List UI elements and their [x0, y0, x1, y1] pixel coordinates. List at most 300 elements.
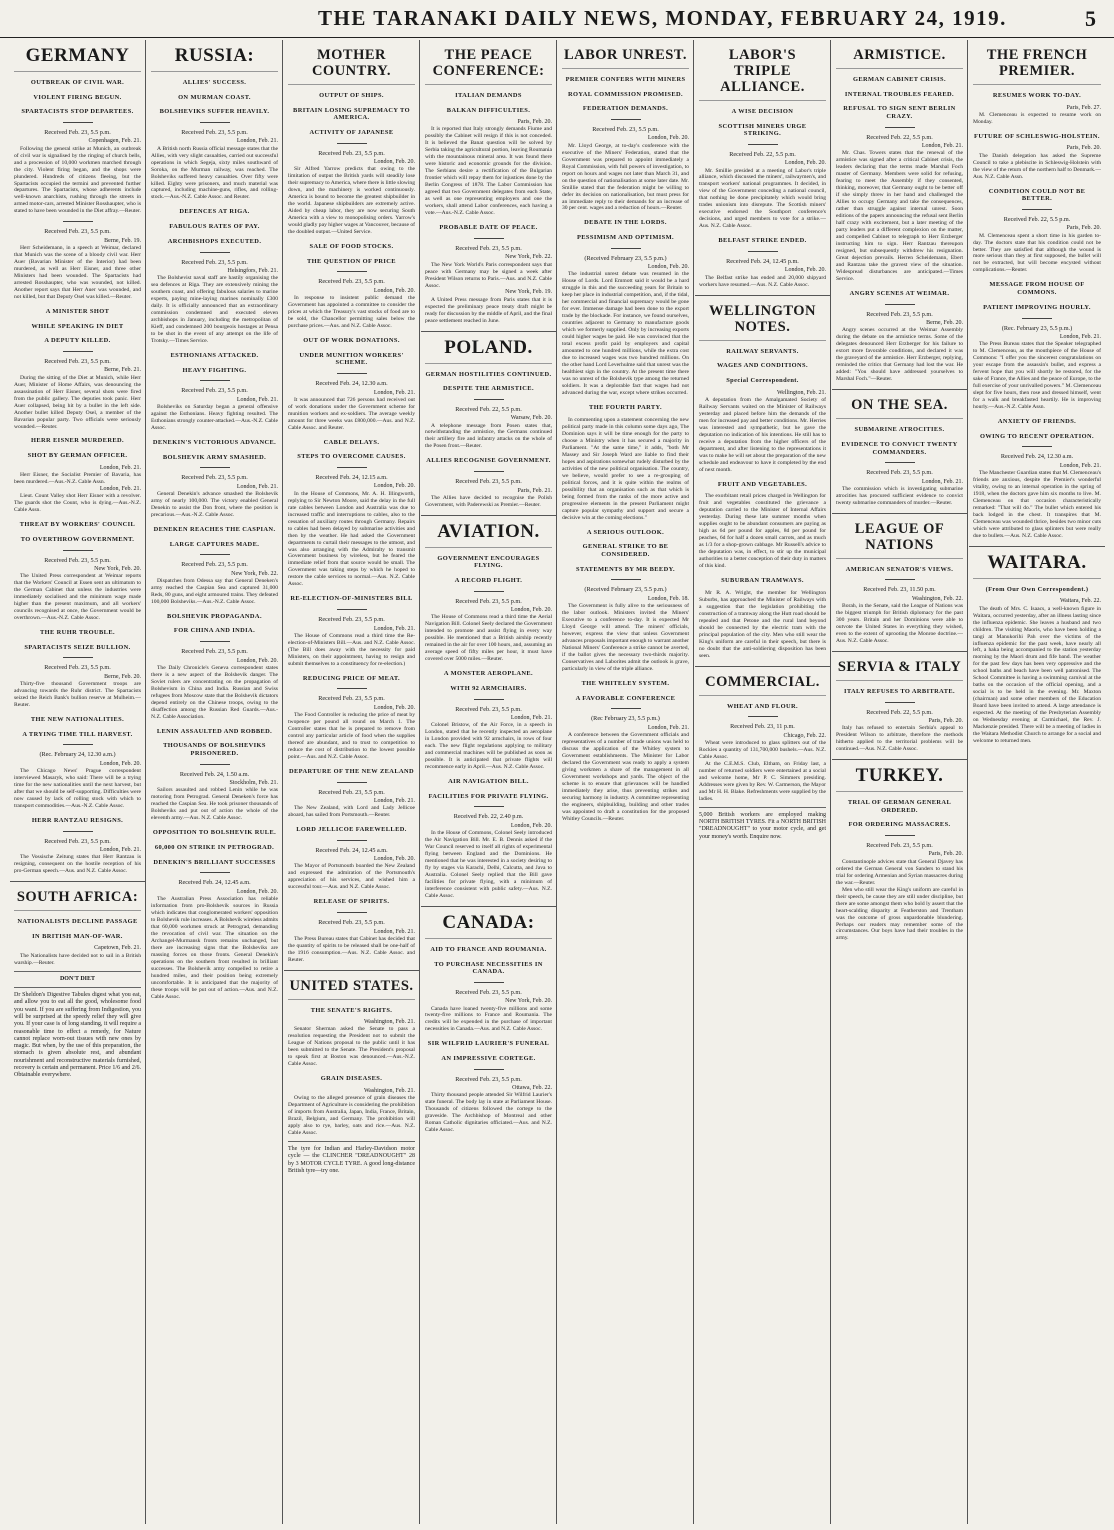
received-dateline: Received Feb. 23, 5.5 p.m. — [181, 387, 248, 395]
sub-headline: FOR ORDERING MASSACRES. — [848, 821, 951, 829]
article-paragraph: The Daily Chronicle's Geneva correspondent states there is a new aspect of the Bolshevik danger. The Soviet rulers are concentrating on the propagation of Bolshevism in China and India. Russian and Swiss refugees from Moscow state that the Bolshevik dictators depend entirely on the Chinese troops, owing to the disaffection among the Russian Red Guards.—Aus.-N.Z. Cable Association. — [151, 664, 278, 720]
short-rule — [200, 380, 230, 381]
article-paragraph: Canada have loaned twenty-five millions and some twenty-five millions to France and Roumania. The credits will be expended in the purchase of important necessities in Canada.—Aus. and N.Z. Cable Assoc. — [425, 1005, 552, 1033]
place-dateline: New York, Feb. 22. — [231, 570, 278, 577]
short-rule — [200, 252, 230, 253]
short-rule — [885, 579, 915, 580]
short-rule — [200, 872, 230, 873]
received-dateline: Received Feb. 24, 12.30 a.m. — [1000, 453, 1074, 461]
sub-headline: VIOLENT FIRING BEGUN. — [33, 93, 122, 101]
sub-headline: THOUSANDS OF BOLSHEVIKS PRISONERED. — [163, 742, 266, 758]
masthead — [0, 0, 1114, 38]
place-dateline: Helsingfors, Feb. 21. — [227, 267, 278, 274]
article-paragraph: The United Press correspondent at Weimar reports that the Workers' Council at Essen sent an ultimatum to the German Cabinet that unless the industries were immediately socialised and the minimum wage made higher than the present maximum, and all workers' councils recognised at once, the Government would be overthrown.—Aus.-N.Z. Cable Assoc. — [14, 573, 141, 622]
article-paragraph: A telephone message from Posen states that, notwithstanding the armistice, the Germans continued their artillery fire and infantry attacks on the whole of the Posen front.—Reuter. — [425, 422, 552, 450]
sub-headline: LENIN ASSAULTED AND ROBBED. — [156, 727, 273, 735]
received-dateline: Received Feb. 22, 5.5 p.m. — [729, 150, 796, 158]
advertisement: The tyre for Indian and Harley-Davidson motor cycle — the CLINCHER "DREADNOUGHT" 28 by 3 MOTOR CYCLE TYRE. A good long-distance British tyre—try one. — [288, 1141, 415, 1175]
sub-headline: NATIONALISTS DECLINE PASSAGE — [17, 918, 138, 926]
sub-headline: TRIAL OF GERMAN GENERAL ORDERED. — [847, 798, 952, 814]
article-paragraph: A United Press message from Paris states that it is expected the preliminary peace treaty draft might be ready for discussion by the middle of April, and the final peace settlement reached in June. — [425, 296, 552, 324]
place-dateline: Berne, Feb. 19. — [104, 237, 141, 244]
received-dateline: Received Feb. 23, 5.5 p.m. — [44, 228, 111, 236]
short-rule — [337, 840, 367, 841]
article-paragraph: The New York World's Paris correspondent says that peace with Germany may be signed a week after President Wilson returns to Paris.—Aus. and N.Z. Cable Assoc. — [425, 261, 552, 289]
sub-headline: GOVERNMENT ENCOURAGES FLYING. — [437, 554, 540, 570]
sub-headline: HERR EISNER MURDERED. — [30, 437, 125, 445]
sub-headline: SPARTACISTS STOP DEPARTEES. — [21, 108, 134, 116]
short-rule — [1022, 446, 1052, 447]
sub-headline: ARCHBISHOPS EXECUTED. — [167, 237, 262, 245]
sub-headline: SCOTTISH MINERS URGE STRIKING. — [718, 122, 807, 138]
short-rule — [63, 550, 93, 551]
article-paragraph: The House of Commons read a third time the Re-election-of-Ministers Bill.—Aus. and N.Z. Cable Assoc. (The Bill does away with the necessity for paid Ministers, on their appointment, having to resign and submit themselves to a constituency for re-election.) — [288, 632, 415, 667]
place-dateline: Paris, Feb. 20. — [928, 851, 963, 858]
article-paragraph: The Manchester Guardian states that M. Clemenceau's friends are anxious, despite the Premier's wonderful vitality, owing to an internal operation in the spring of 1918, when the doctors gave him six months to live. M. Clemenceau on that occasion characteristically remarked: "That will do." The bullet which entered his back lodged in the chest. It transpires that M. Clemenceau was wounded thrice, besides two minor cuts which were attributed to glass splinters but were really due to bullets.—Aus. N.Z. Cable Assoc. — [973, 469, 1102, 539]
article-paragraph: Dispatches from Odessa say that General Deneken's army reached the Caspian Sea and captured 31,000 Reds, 80 guns, and eight armoured trains. They defeated 100,000 Bolsheviks.—Aus.-N.Z. Cable Assoc. — [151, 577, 278, 605]
short-rule — [1022, 318, 1052, 319]
sub-headline: THE WHITELEY SYSTEM. — [581, 679, 670, 687]
short-rule — [63, 221, 93, 222]
short-rule — [611, 248, 641, 249]
short-rule — [337, 373, 367, 374]
section-headline: TURKEY. — [836, 760, 963, 792]
article-paragraph: The Press Bureau states that Cabinet has decided that the quantity of spirits to be released shall be one-half of the 1916 consumption.—Aus. N.Z. Cable Assoc. and Reuter. — [288, 935, 415, 963]
sub-headline: RAILWAY SERVANTS. — [726, 347, 799, 355]
place-dateline: London, Feb. 21. — [236, 138, 278, 145]
sub-headline: DENEKIN'S VICTORIOUS ADVANCE. — [152, 438, 277, 446]
received-dateline: (Received February 23, 5.5 p.m.) — [584, 254, 667, 262]
sub-headline: ITALY REFUSES TO ARBITRATE. — [843, 687, 956, 695]
sub-headline: FACILITIES FOR PRIVATE FLYING. — [428, 792, 549, 800]
sub-headline: ITALIAN DEMANDS — [455, 91, 522, 99]
sub-headline: BELFAST STRIKE ENDED. — [718, 237, 807, 245]
sub-headline: UNDER MUNITION WORKERS' SCHEME. — [299, 351, 404, 367]
short-rule — [337, 271, 367, 272]
short-rule — [63, 351, 93, 352]
sub-headline: AID TO FRANCE AND ROUMANIA. — [430, 945, 547, 953]
sub-headline: LORD JELLICOE FAREWELLED. — [296, 826, 407, 834]
article-paragraph: Senator Sherman asked the Senate to pass a resolution requesting the President not to submit the League of Nations proposal to the public until it has been submitted to the Senate. The President's proposal to speak first at Boston was denounced.—Aus.-N.Z. Cable Assoc. — [288, 1026, 415, 1068]
column-headline: GERMANY — [14, 40, 141, 72]
place-dateline: Paris, Feb. 20. — [1066, 225, 1101, 232]
received-dateline: Received Feb. 24, 12.45 a.m. — [315, 846, 388, 854]
place-dateline: New York, Feb. 20. — [94, 565, 141, 572]
place-dateline: London, Feb. 20. — [510, 822, 552, 829]
short-rule — [474, 399, 504, 400]
sub-headline: Special Correspondent. — [726, 376, 799, 384]
news-column — [10, 40, 146, 1524]
sub-headline: IN BRITISH MAN-OF-WAR. — [32, 932, 123, 940]
place-dateline: London, Feb. 20. — [373, 159, 415, 166]
sub-headline: OWING TO RECENT OPERATION. — [980, 432, 1094, 440]
sub-headline: ALLIES' SUCCESS. — [182, 78, 247, 86]
received-dateline: Received Feb. 23, 5.5 p.m. — [318, 278, 385, 286]
received-dateline: Received Feb. 23, 5.5 p.m. — [318, 149, 385, 157]
received-dateline: Received Feb. 23, 5.5 p.m. — [44, 664, 111, 672]
received-dateline: Received Feb. 23, 5.5 p.m. — [44, 556, 111, 564]
sub-headline: FABULOUS RATES OF PAY. — [169, 223, 260, 231]
short-rule — [63, 831, 93, 832]
sub-headline: SUBURBAN TRAMWAYS. — [721, 577, 804, 585]
short-rule — [611, 119, 641, 120]
article-columns — [10, 40, 1106, 1524]
place-dateline: London, Feb. 20. — [510, 607, 552, 614]
column-headline: LABOR'S TRIPLE ALLIANCE. — [699, 40, 826, 101]
article-paragraph: Angry scenes occurred at the Weimar Assembly during the debate on the armistice terms. Some of the delegates denounced Herr Erzberger for his failure to extort more favorable conditions, and declared it was the graveyard of the armistice. Herr Erzberger, replying, reminded the critics that Germany had lost the war. He added: "You should have addressed yourselves to Marshal Foch."—Reuter. — [836, 327, 963, 383]
article-paragraph: Mr. Chas. Towers states that the renewal of the armistice was signed after a critical Cabinet crisis, the leaders declaring that the terms made Marshal Foch master of Germany. Members were solid for refusing, fearing to meet the Assembly if they consented, thinking, moreover, that Germany ought to be better off if she simply threw in her hand and challenged the Allies to occupy Germany and take the consequences, rather than struggle against internal unrest. Soon editions of the papers announcing the refusal sent Berlin half crazy with excitement, but a later meeting of the party leaders put a different complexion on the matter, and compelled Cabinet to telegraph to Herr Erzberger instructing him to sign. Herr Rantzau thereupon resigned, but subsequently withdrew his resignation. Great dejection prevails. Herren Scheidemann, Ebert and Rantzau take the gravest view of the situation. Widespread disturbances are anticipated.—Times Service. — [836, 150, 963, 283]
section-headline: CANADA: — [425, 907, 552, 939]
received-dateline: Received Feb. 23, 5.5 p.m. — [44, 357, 111, 365]
received-dateline: Received Feb. 23, 5.5 p.m. — [455, 478, 522, 486]
news-column — [832, 40, 968, 1524]
place-dateline: London, Feb. 20. — [647, 264, 689, 271]
received-dateline: Received Feb. 22, 5.5 p.m. — [866, 133, 933, 141]
sub-headline: THE QUESTION OF PRICE — [307, 257, 396, 265]
sub-headline: THREAT BY WORKERS' COUNCIL — [19, 521, 136, 529]
news-column — [421, 40, 557, 1524]
place-dateline: New York, Feb. 20. — [505, 998, 552, 1005]
short-rule — [200, 122, 230, 123]
column-headline: RUSSIA: — [151, 40, 278, 72]
sub-headline: GERMAN HOSTILITIES CONTINUED. — [425, 370, 552, 378]
sub-headline: A MINISTER SHOT — [45, 307, 110, 315]
place-dateline: London, Feb. 21. — [373, 389, 415, 396]
sub-headline: DENEKIN'S BRILLIANT SUCCESSES — [153, 858, 276, 866]
received-dateline: Received Feb. 23, 5.5 p.m. — [866, 310, 933, 318]
article-paragraph: It is reported that Italy strongly demands Fiume and possibly the Cabinet will resign if this is not conceded. It is believed the Banat question will be solved by Serbia taking the agricultural portion, leaving Roumania with the mountainous mineral area. It was found there were historic and economic grounds for the division. The Serbians desire a rectification of the Bulgarian frontier which will repay them for injustices done by the Berlin Congress of 1878. The Labor Commission has agreed that two Government delegates from each State, as well as one representing employers and one the workers, shall attend Labor conferences, each having a vote.—Aus.-N.Z. Cable Assoc. — [425, 126, 552, 217]
news-column — [284, 40, 420, 1524]
short-rule — [885, 304, 915, 305]
received-dateline: Received Feb. 23, 5.5 p.m. — [592, 126, 659, 133]
place-dateline: London, Feb. 20. — [373, 287, 415, 294]
sub-headline: THE NEW NATIONALITIES. — [30, 715, 125, 723]
sub-headline: ROYAL COMMISSION PROMISED. — [567, 90, 684, 98]
article-paragraph: The commission which is investigating submarine atrocities has procured sufficient evidence to convict twenty submarine commanders of murder.—Reuter. — [836, 485, 963, 506]
article-paragraph: Borah, in the Senate, said the League of Nations was the biggest triumph for British diplomacy for the past 300 years. Britain and her Dominions were able to outvote the United States in everything they wished, even to the extent of uprooting the Monroe doctrine.—Aus. N.Z. Cable Assoc. — [836, 602, 963, 644]
article-paragraph: The Nationalists have decided not to sail in a British warship.—Reuter. — [14, 952, 141, 966]
article-paragraph: The Bolshevist naval staff are hastily organising the sea defences at Riga. They are extensively mining the southern coast, and offering fabulous salaries to marine experts, paying mine-laying marines nominally £300 daily. It is officially announced that an extraordinary commission condemned and executed eleven archbishops in January, including the metropolitan of Kieff, and condemned 200 bourgeois hostages at Pensa to be shot in the event of any attempt on the life of Trotsky.—Times Service. — [151, 275, 278, 344]
article-paragraph: Herr Scheidemann, in a speech at Weimar, declared that Munich was the scene of a bloody civil war. Herr Auer (Bavarian Minister of the Interior) had been murdered, as well as Herr Eisner, and three other Ministers had been wounded. The Spartacists had arrested Rosshaupter, who was wounded, not killed. Another report says that Herr Auer was wounded, and not killed, but that Deputy Osel was killed.—Reuter. — [14, 245, 141, 300]
place-dateline: London, Feb. 21. — [1059, 333, 1101, 340]
article-paragraph: Herr Eisner, the Socialist Premier of Bavaria, has been murdered.—Aus.-N.Z. Cable Assn. — [14, 472, 141, 486]
sub-headline: PESSIMISM AND OPTIMISM. — [576, 234, 675, 242]
sub-headline: OUTBREAK OF CIVIL WAR. — [30, 78, 125, 86]
received-dateline: Received Feb. 23, 5.5 p.m. — [318, 919, 385, 927]
received-dateline: Received Feb. 22, 2.40 p.m. — [453, 813, 524, 821]
column-headline: ARMISTICE. — [836, 40, 963, 69]
received-dateline: Received Feb. 23, 5.5 p.m. — [455, 1075, 522, 1083]
short-rule — [474, 238, 504, 239]
article-paragraph: The death of Mrs. C. Isaacs, a well-known figure in Waitara, occurred yesterday, after an illness lasting since the influenza epidemic. She leaves a husband and two children. The visiting Maoris, who have been holding a tangi at Manukorihi Pah over the victims of the influenza epidemic for the past week, have nearly all left, a haka being accompanied to the station yesterday morning by the Maori drum and fife band. The weather for the past few days has been very oppressive and the school baths and beach have been well patronised. The School Committee is having a swimming carnival at the baths on the occasion of the official opening, and a social is to be held in the evening. Mr. Maxton (chairman) and some other members of the Education Board have been invited to attend. A large attendance is expected. At the meeting of the Presbyterian Assembly on Wednesday evening at Carmichael, the Rev. J. Mackenzie presided. There will be a meeting of ladies in the Waitara Methodist Church to arrange for a social and welcome to returned men. — [973, 605, 1101, 745]
short-rule — [200, 764, 230, 765]
article-paragraph: The Food Controller is reducing the price of meat by twopence per pound all round on March 1. The Controller states that he is prepared to remove from control any particular article of food when the supplies thereof are abundant, and to trust to competition to reduce the cost of distribution to the lowest possible point.—Aus. and N.Z. Cable Assoc. — [288, 711, 415, 760]
place-dateline: London, Feb. 21. — [373, 797, 415, 804]
sub-headline: CONDITION COULD NOT BE BETTER. — [988, 187, 1086, 203]
received-dateline: Received Feb. 23, 11 p.m. — [730, 723, 795, 731]
short-rule — [611, 708, 641, 709]
received-dateline: Received Feb. 23, 5.5 p.m. — [181, 648, 248, 656]
newspaper-title: THE TARANAKI DAILY NEWS, MONDAY, FEBRUARY 24, 1919. — [318, 6, 1007, 30]
place-dateline: Capetown, Feb. 21. — [94, 945, 141, 952]
article-paragraph: Lieut. Count Valley shot Herr Eisner with a revolver. The guards shot the Count, who is dying.—Aus.-N.Z. Cable Assn. — [14, 493, 141, 514]
place-dateline: London, Feb. 20. — [99, 760, 141, 767]
place-dateline: London, Feb. 21. — [99, 847, 141, 854]
sub-headline: DEFENCES AT RIGA. — [179, 208, 250, 216]
short-rule — [474, 1069, 504, 1070]
sub-headline: FEDERATION DEMANDS. — [582, 105, 669, 113]
place-dateline: Paris, Feb. 27. — [1066, 104, 1101, 111]
sub-headline: A FAVORABLE CONFERENCE — [575, 694, 676, 702]
short-rule — [337, 143, 367, 144]
column-headline: LABOR UNREST. — [562, 40, 689, 69]
sub-headline: A TRYING TIME TILL HARVEST. — [22, 730, 133, 738]
article-paragraph: The exorbitant retail prices charged in Wellington for fruit and vegetables constituted the grievance a deputation carried to the Minister of Internal Affairs yesterday. During these late summer months when supplies ought to be abundant consumers are paying as high as 6d per pound for apples, 8d per pound for peaches, 6d for half a dozen small carrots, and as much as 1/3 for a shop-grown cabbage. Mr Russell's advice to the deputation was, in effect, to stir up the municipal authorities to a better conception of their duty in matters of this kind. — [699, 493, 826, 570]
place-dateline: London, Feb. 21. — [99, 464, 141, 471]
sub-headline: CABLE DELAYS. — [323, 438, 380, 446]
place-dateline: London, Feb. 18. — [647, 595, 689, 602]
sub-headline: GRAIN DISEASES. — [320, 1075, 383, 1083]
place-dateline: London, Feb. 20. — [784, 160, 826, 167]
place-dateline: Stockholm, Feb. 21. — [229, 780, 278, 787]
article-paragraph: It was announced that 726 persons had received out of work donations under the Government scheme for munition workers and ex-soldiers. The average weekly amount for three weeks was £800,000.—Aus. and N.Z. Cable Assoc. and Reuter. — [288, 396, 415, 431]
sub-headline: PREMIER CONFERS WITH MINERS — [565, 75, 686, 83]
short-rule — [885, 127, 915, 128]
place-dateline: Chicago, Feb. 22. — [783, 732, 826, 739]
article-paragraph: Sir Alfred Yarrow predicts that owing to the limitation of output the British yards will steadily lose their supremacy to America, where there is little slowing down, and the machinery is worked continuously. America is bound to become the greatest shipbuilder in the world. Japanese shipbuilders are extremely active. Aided by cheap labor, they are now securing South America with a view to monopolising orders. Yarrow's would gladly pay higher wages at Vancouver, because of the doubled output.—United Service. — [288, 166, 415, 236]
article-paragraph: Following the general strike at Munich, an outbreak of civil war is signalised by the ringing of church bells, and a procession of 10,000 workmen marched through the city. Violent firing began, and the shops were plundered. Hundreds of citizens fleeing, but the Spartacists occupied the termini and prevented further departures. The Spartacists, whose adherents include well-known anarchists, rushing through the streets in armed motor-cars, arrested Minister Rosshaupter, who is stated to have been wounded in the Diet affray.—Reuter. — [14, 145, 141, 215]
article-paragraph: The Australian Press Association has reliable information from pro-Bolshevik sources in Russia which indicates that conglomerated workers' opposition to Bolshevik rule increases. A Bolshevik wireless admits that 60,000 workmen struck at Petrograd, demanding the revocation of civil war. The situation on the Archangel-Murmansk fronts remains unchanged, but there are increasing signs that the Bolsheviks are massing forces on those fronts. General Denekin's operations on the southern front resulted in brilliant successes. The Bolshevik army compelled to retire a hundred miles, and their position being extremely uncomfortable. It is anticipated that the majority of these troops will be put out of action.—Aus. and N.Z. Cable Assoc. — [151, 895, 278, 1000]
article-paragraph: At the C.E.M.S. Club, Eltham, on Friday last, a number of returned soldiers were entertained at a social and welcome home, Mr P. C. Simmers presiding. Addresses were given by Rev. W. Carmerson, the Mayor and Mr H. H. Blake. Refreshments were supplied by the ladies. — [699, 760, 826, 802]
article-paragraph: In the House of Commons, Mr. A. H. Illingworth, replying to Sir Newton Moore, said the delay in the full rate cables between London and Australia was due to increased traffic and interruptions to cables, also to the cessation of auxiliary routes through Germany. Repairs to cables had been delayed by submarine activities and then by the weather. He had asked the Government departments to curtail their messages to the utmost, and was also arranging with the Admiralty to transmit Government business by wireless, but he feared the immediate relief from that source would be small. The Government was taking steps by which he hoped to restore the cable services to normal.—Aus. N.Z. Cable Assoc. — [288, 490, 415, 588]
article-paragraph: A deputation from the Amalgamated Society of Railway Servants waited on the Minister of Railways yesterday and placed before him the demands of the men for increased pay and better conditions. Mr. Herries was interested and sympathetic, but he gave the deputation no indication of his intentions. He still has to receive a deputation from the higher officers of the department, and after listening to the representations it was to make he will set about the preparation of the new schedule and endeavour to have it completed by the end of next month. — [699, 396, 826, 473]
place-dateline: London, Feb. 21. — [510, 715, 552, 721]
received-dateline: Received Feb. 22, 5.5 p.m. — [866, 708, 933, 716]
short-rule — [337, 467, 367, 468]
article-paragraph: Constantinople advices state that General Djavey has ordered the German General von Sanders to stand his trial for ordering Armenian and Syrian massacres during the war.—Reuter. — [836, 858, 963, 886]
place-dateline: London, Feb. 20. — [236, 657, 278, 664]
news-column — [558, 40, 694, 1524]
sub-headline: THE FOURTH PARTY. — [589, 404, 662, 412]
article-paragraph: Mr R. A. Wright, the member for Wellington Suburbs, has approached the Minister of Railways with a suggestion that the legislation prohibiting the construction of a tramway along the Hutt road should be repealed and that Petone and the rural land beyond should be connected by the electric tram with the principal population of the city. Men who still wear the King's uniform are careful in their speech, but there is no doubt that the anti-soldiering disposition has been seen. — [699, 589, 826, 659]
article-paragraph: A conference between the Government officials and representatives of a number of trade unions was held to discuss the application of the Whitley system to Government establishments. The Minister for Labor declared the Government was ready to apply a system giving workmen a share of the management in all Government workshops and yards. The object of the scheme is to ensure that grievances will be handled immediately they arise, thus preventing strikes and securing harmony in industry. A committee representing the engineers, shipbuilding, building and other trades was appointed to draft a constitution for the proposed Whitley Councils.—Reuter. — [562, 731, 689, 822]
sub-headline: LARGE CAPTURES MADE. — [169, 540, 260, 548]
place-dateline: Washington, Feb. 21. — [363, 1088, 415, 1095]
article-paragraph: In the House of Commons, Colonel Seely introduced the Air Navigation Bill. Mr. E. B. Dennis asked if the War Council reserved to itself all rights of experimental flying between England and the Dominions. He mentioned that he was interested in a society desiring to fly by stages via Karachi, Delhi, Calcutta, and Java to Australia. Colonel Seely replied that the Bill gave facilities for private flying, with a minimum of interference consistent with public safety.—Aus. N.Z. Cable Assoc. — [425, 830, 552, 899]
place-dateline: London, Feb. 20. — [373, 856, 415, 863]
sub-headline: DESPITE THE ARMISTICE. — [443, 385, 534, 393]
sub-headline: OUTPUT OF SHIPS. — [319, 91, 384, 99]
page-number: 5 — [1085, 6, 1096, 31]
place-dateline: Wellington, Feb. 21. — [776, 389, 826, 396]
short-rule — [63, 122, 93, 123]
place-dateline: New York, Feb. 22. — [505, 254, 552, 261]
received-dateline: Received Feb. 24, 1.50 a.m. — [179, 770, 250, 778]
advertisement-title: DON'T DIET — [14, 971, 141, 983]
article-paragraph: Thirty-five thousand Government troops are advancing towards the Ruhr district. The Spartacists seized the Reich Bank's bullion reserve at Mulheim.—Reuter. — [14, 681, 141, 708]
section-headline: LEAGUE OF NATIONS — [836, 514, 963, 559]
short-rule — [63, 744, 93, 745]
sub-headline: AMERICAN SENATOR'S VIEWS. — [845, 565, 954, 573]
article-paragraph: The Chicago News' Prague correspondent interviewed Masaryk, who said: There will be a trying time for the new nationalities until the next harvest, but after that we should be self-supporting. Difficulties were now caused by lack of rolling stock with which to transport commodities.—Aus.-N.Z. Cable Assoc. — [14, 767, 141, 809]
sub-headline: THE RUHR TROUBLE. — [39, 629, 116, 637]
article-paragraph: Colonel Bristow, of the Air Force, in a speech in London, stated that he recently inspected an aeroplane in London provided with 92 armchairs, in rows of four each. The new flight regulations applying to military and commercial machines will be published as soon as possible. It is anticipated that private flights will recommence early in April.—Aus. N.Z. Cable Assoc. — [425, 722, 552, 771]
short-rule — [748, 251, 778, 252]
received-dateline: (Rec. February 23, 5.5 p.m.) — [1001, 324, 1073, 332]
sub-headline: PATIENT IMPROVING HOURLY. — [983, 303, 1091, 311]
short-rule — [1022, 209, 1052, 210]
received-dateline: Received Feb. 23, 5.5 p.m. — [181, 474, 248, 482]
received-dateline: (Received February 23, 5.5 p.m.) — [584, 586, 667, 594]
sub-headline: OPPOSITION TO BOLSHEVIK RULE. — [152, 829, 277, 837]
sub-headline: PROBABLE DATE OF PEACE. — [439, 224, 538, 232]
place-dateline: Copenhagen, Feb. 21. — [88, 138, 141, 145]
received-dateline: Received Feb. 23, 5.5 p.m. — [455, 705, 522, 713]
short-rule — [337, 782, 367, 783]
short-rule — [474, 591, 504, 592]
place-dateline: Paris, Feb. 21. — [517, 487, 552, 494]
sub-headline: THE SENATE'S RIGHTS. — [310, 1006, 393, 1014]
section-headline: WELLINGTON NOTES. — [699, 296, 826, 341]
short-rule — [474, 982, 504, 983]
sub-headline: 60,000 ON STRIKE IN PETROGRAD. — [154, 843, 275, 851]
advertisement: 5,000 British workers are employed making NORTH BRITISH TYRES. Fit a NORTH BRITISH "DREADNOUGHT" to your motor cycle, and get your money's worth. Enquire now. — [699, 807, 826, 841]
section-headline: SERVIA & ITALY — [836, 652, 963, 681]
short-rule — [474, 699, 504, 700]
short-rule — [885, 702, 915, 703]
place-dateline: London, Feb. 21. — [373, 625, 415, 632]
received-dateline: Received Feb. 23, 5.5 p.m. — [318, 616, 385, 624]
short-rule — [337, 912, 367, 913]
received-dateline: (Rec February 23, 5.5 p.m.) — [591, 715, 660, 723]
received-dateline: Received Feb. 23, 5.5 p.m. — [181, 128, 248, 136]
sub-headline: REFUSAL TO SIGN SENT BERLIN CRAZY. — [843, 105, 956, 120]
article-paragraph: Mr. Lloyd George, at to-day's conference with the executive of the Miners' Federation, stated that the Government was prepared to appoint immediately a Royal Commission, with full powers of investigation, to report on hours and wages not later than March 31, and on the question of nationalisation at some later date. Mr. Smillie stated that the federation might be willing to defer its decision on nationalisation, but must press for an immediate reply to their demands for an increase of 30 per cent. wages and a reduction of hours.—Reuter. — [562, 142, 689, 212]
article-paragraph: Bolsheviks on Saturday began a general offensive against the Esthonians. Heavy fighting resulted. The Esthonians strongly counter-attacked.—Aus.-N.Z. Cable Assoc. — [151, 403, 278, 431]
sub-headline: ALLIES RECOGNISE GOVERNMENT. — [426, 457, 551, 465]
place-dateline: London, Feb. 20. — [647, 135, 689, 142]
article-paragraph: Men who still wear the King's uniform are careful in their speech, be cause they are still under discipline, but there are some amongst them who bold ly assert that the heart-scalding disparity at Featherston and Trentham was the outcome of gross unpardonable blundering. Perhaps our readers may remember some of the circumstances. Our boys have had their troubles in the army. — [836, 886, 963, 942]
place-dateline: Warsaw, Feb. 20. — [510, 415, 552, 422]
sub-headline: SIR WILFRID LAURIER'S FUNERAL — [427, 1040, 550, 1048]
short-rule — [200, 641, 230, 642]
sub-headline: BOLSHEVIK ARMY SMASHED. — [162, 453, 267, 461]
column-headline: THE PEACE CONFERENCE: — [425, 40, 552, 85]
short-rule — [200, 554, 230, 555]
sub-headline: A DEPUTY KILLED. — [44, 337, 111, 345]
place-dateline: New York, Feb. 19. — [505, 289, 552, 296]
sub-headline: GENERAL STRIKE TO BE CONSIDERED. — [582, 543, 669, 559]
sub-headline: ON MURMAN COAST. — [178, 93, 251, 101]
place-dateline: Waitara, Feb. 22. — [1059, 598, 1101, 605]
sub-headline: BALKAN DIFFICULTIES. — [446, 106, 531, 114]
article-paragraph: During the sitting of the Diet at Munich, while Herr Auer, Minister of Home Affairs, was denouncing the assassination of Herr Eisner, several shots were fired from the public gallery. The deputies took panic. Herr Auer collapsed, being hit by a bullet in the left side. Another bullet killed Deputy Osel, a member of the Bavarian popular party. Two officials were seriously wounded.—Reuter. — [14, 374, 141, 430]
article-paragraph: Mr. Smillie presided at a meeting of Labor's triple alliance, which discussed the miners', railwaymen's, and transport workers' national programmes. It decided, in view of the Government conceding a national council, that nothing be done precipitately which would bring trades unionism into disrepute. The Scottish miners' executive endorsed the Southport conference's decisions, and urged members to vote for a strike.—Aus. N.Z. Cable Assoc. — [699, 167, 826, 230]
sub-headline: A RECORD FLIGHT. — [454, 576, 523, 584]
sub-headline: INTERNAL TROUBLES FEARED. — [844, 90, 955, 98]
sub-headline: BOLSHEVIKS SUFFER HEAVILY. — [159, 108, 270, 116]
received-dateline: Received Feb. 23, 5.5 p.m. — [455, 597, 522, 605]
news-column — [695, 40, 831, 1524]
short-rule — [885, 462, 915, 463]
article-paragraph: The New Zealand, with Lord and Lady Jellicoe aboard, has sailed from Portsmouth.—Reuter. — [288, 805, 415, 819]
sub-headline: BOLSHEVIK PROPAGANDA. — [167, 612, 262, 620]
short-rule — [474, 806, 504, 807]
sub-headline: GERMAN CABINET CRISIS. — [852, 75, 947, 83]
received-dateline: Received Feb. 23, 5.5 p.m. — [318, 695, 385, 703]
place-dateline: Paris, Feb. 20. — [517, 119, 552, 126]
place-dateline: Ottawa, Feb. 22. — [512, 1085, 552, 1092]
short-rule — [337, 609, 367, 610]
sub-headline: HEAVY FIGHTING. — [182, 366, 247, 374]
sub-headline: A WISE DECISION — [731, 107, 794, 115]
place-dateline: Berne, Feb. 20. — [104, 673, 141, 680]
section-headline: ON THE SEA. — [836, 390, 963, 419]
sub-headline: RELEASE OF SPIRITS. — [313, 898, 390, 906]
received-dateline: Received Feb. 23, 11.50 p.m. — [863, 586, 936, 594]
article-paragraph: Italy has refused to entertain Serbia's appeal to President Wilson to arbitrate, therefore the methods hitherto applied to the territorial problems will be continued.—Aus. N.Z. Cable Assoc. — [836, 725, 963, 753]
sub-headline: DEBATE IN THE LORDS. — [584, 219, 667, 227]
article-paragraph: Wheat were introduced to glass splitters out of the Rockies a quantity of 131,700,000 bushels.—Aus. N.Z. Cable Assoc. — [699, 739, 826, 760]
short-rule — [474, 471, 504, 472]
sub-headline: SHOT BY GERMAN OFFICER. — [27, 452, 128, 460]
place-dateline: London, Feb. 21. — [647, 724, 689, 731]
received-dateline: Received Feb. 23, 5.5 p.m. — [866, 842, 933, 850]
sub-headline: OUT OF WORK DONATIONS. — [303, 337, 400, 345]
article-paragraph: Owing to the alleged presence of grain diseases the Department of Agriculture is considering the prohibition of imports from Australia, Japan, India, France, Britain, Brazil, Belgium, and Germany. The prohibition will apply also to rye, barley, oats and rice.—Aus. N.Z. Cable Assoc. — [288, 1095, 415, 1137]
place-dateline: Paris, Feb. 20. — [928, 717, 963, 724]
section-headline: POLAND. — [425, 332, 552, 364]
place-dateline: London, Feb. 21. — [236, 483, 278, 490]
article-paragraph: The industrial unrest debate was resumed in the House of Lords. Lord Emmott said it would be a hard struggle in this and the succeeding years for Britain to keep her place in industrial competition, and, if the tidal, her commercial and financial supremacy would be gone for ever. Immense damage had been done to the export trade by the blockade. For instance, we found ourselves, countries adjacent to Germany to manufacture goods which we formerly supplied. Only by increasing exports could higher wages be paid. He was convinced that the total excess profit paid by employers and capital amounted to one hundred millions, while the extra cost due to increased wages was two hundred millions. On the other hand Lord Leverhulme said that unrest was the healthiest sign in the country. At the present time there was no unrest of the Bolshevik type among the returned soldiers. It was a deplorable fact that wages had not advanced during the war, except where strikes occurred. — [562, 271, 689, 397]
received-dateline: Received Feb. 23, 5.5 p.m. — [44, 837, 111, 845]
article-paragraph: General Denekin's advance smashed the Bolshevik army of nearly 100,000. The victory enabled General Denekin to assist the Don front, where the position is precarious.—Aus.-N.Z. Cable Assoc. — [151, 490, 278, 518]
article-paragraph: The Government is fully alive to the seriousness of the labor outlook. Ministers invited the Miners' Executive to a conference to-day. It is expected Mr Lloyd George will attend. The miners' officials, however, express the view that unless Government advances proposals important enough to warrant another National Miners' Conference a strike cannot be averted, if the ballot gives the necessary two-thirds majority. Conservatives and Laborites admit the outlook is grave, particularly in view of the triple alliance. — [562, 603, 689, 672]
article-paragraph: The Allies have decided to recognise the Polish Government, with Paderewski as Premier.—Reuter. — [425, 494, 552, 508]
article-paragraph: M. Clemenceau spent a short time in his garden to-day. The doctors state that his condition could not be better. They are satisfied that although the wound is more serious than they at first supposed, the bullet will not be extracted, but will become encysted without complications.—Reuter. — [973, 232, 1101, 274]
received-dateline: Received Feb. 24, 12.15 a.m. — [315, 474, 388, 481]
place-dateline: London, Feb. 21. — [99, 486, 141, 493]
sub-headline: STEPS TO OVERCOME CAUSES. — [297, 453, 406, 461]
short-rule — [337, 688, 367, 689]
place-dateline: London, Feb. 21. — [236, 396, 278, 403]
short-rule — [748, 144, 778, 145]
sub-headline: ACTIVITY OF JAPANESE — [309, 128, 394, 136]
article-paragraph: A British north Russia official message states that the Allies, with very slight casualties, carried out successful operations in which Segeja, sixty miles southward of Soroka, on the Murman railway, was reached. The Bolsheviks suffered heavy casualties. Over fifty were killed. Eighty were prisoners, and much material was captured, including machine-guns, rifles, and rolling-stock.—Aus.-N.Z. Cable Assoc. and Reuter. — [151, 145, 278, 201]
received-dateline: Received Feb. 22, 5.5 p.m. — [1003, 215, 1071, 223]
sub-headline: DEPARTURE OF THE NEW ZEALAND — [288, 767, 415, 775]
article-paragraph: The Mayor of Portsmouth boarded the New Zealand and expressed the admiration of the Portsmouth's appreciation of his services, and wished him a successful tour.—Aus. and N.Z. Cable Assoc. — [288, 863, 415, 891]
place-dateline: London, Feb. 21. — [921, 143, 963, 150]
article-paragraph: M. Clemenceau is expected to resume work on Monday. — [973, 111, 1101, 125]
sub-headline: ESTHONIANS ATTACKED. — [170, 351, 259, 359]
place-dateline: Berne, Feb. 21. — [104, 367, 141, 374]
article-paragraph: The Vossische Zeitung states that Herr Rantzau is resigning, consequent on the hostile reception of his pro-German speech.—Aus. and N.Z. Cable Assoc. — [14, 854, 141, 875]
sub-headline: WAGES AND CONDITIONS. — [717, 362, 808, 370]
place-dateline: London, Feb. 21. — [1059, 462, 1101, 469]
sub-headline: BRITAIN LOSING SUPREMACY TO AMERICA. — [293, 106, 410, 122]
sub-headline: ANXIETY OF FRIENDS. — [997, 417, 1077, 425]
received-dateline: Received Feb. 22, 5.5 p.m. — [455, 405, 522, 413]
place-dateline: Berne, Feb. 20. — [926, 320, 963, 327]
sub-headline: FOR CHINA AND INDIA. — [173, 627, 256, 635]
sub-headline: FUTURE OF SCHLESWIG-HOLSTEIN. — [974, 132, 1100, 140]
sub-headline: SUBMARINE ATROCITIES. — [854, 426, 945, 434]
sub-headline: A SERIOUS OUTLOOK. — [586, 528, 665, 536]
article-paragraph: The Danish delegation has asked the Supreme Council to take a plebiscite in Schleswig-Holstein with the view of the return of the northern half to Denmark.—Aus. N.Z. Cable Assn. — [973, 152, 1101, 180]
sub-headline: SALE OF FOOD STOCKS. — [309, 243, 394, 251]
article-paragraph: The Press Bureau states that the Speaker telegraphed to M. Clemenceau, as the mouthpiece of the House of Commons: "I offer you the sincerest congratulations on your escape from the assassin's bullet, and express a fervent hope that you will shortly be restored, for the sake of France, the Allies and the peace of Europe, to the full exercise of your unrivalled powers." M. Clemenceau slept for five hours, then rose and dressed himself, went for a walk and breakfasted heartily. He is improving hourly.—Aus.-N.Z. Cable Assn. — [973, 341, 1101, 410]
